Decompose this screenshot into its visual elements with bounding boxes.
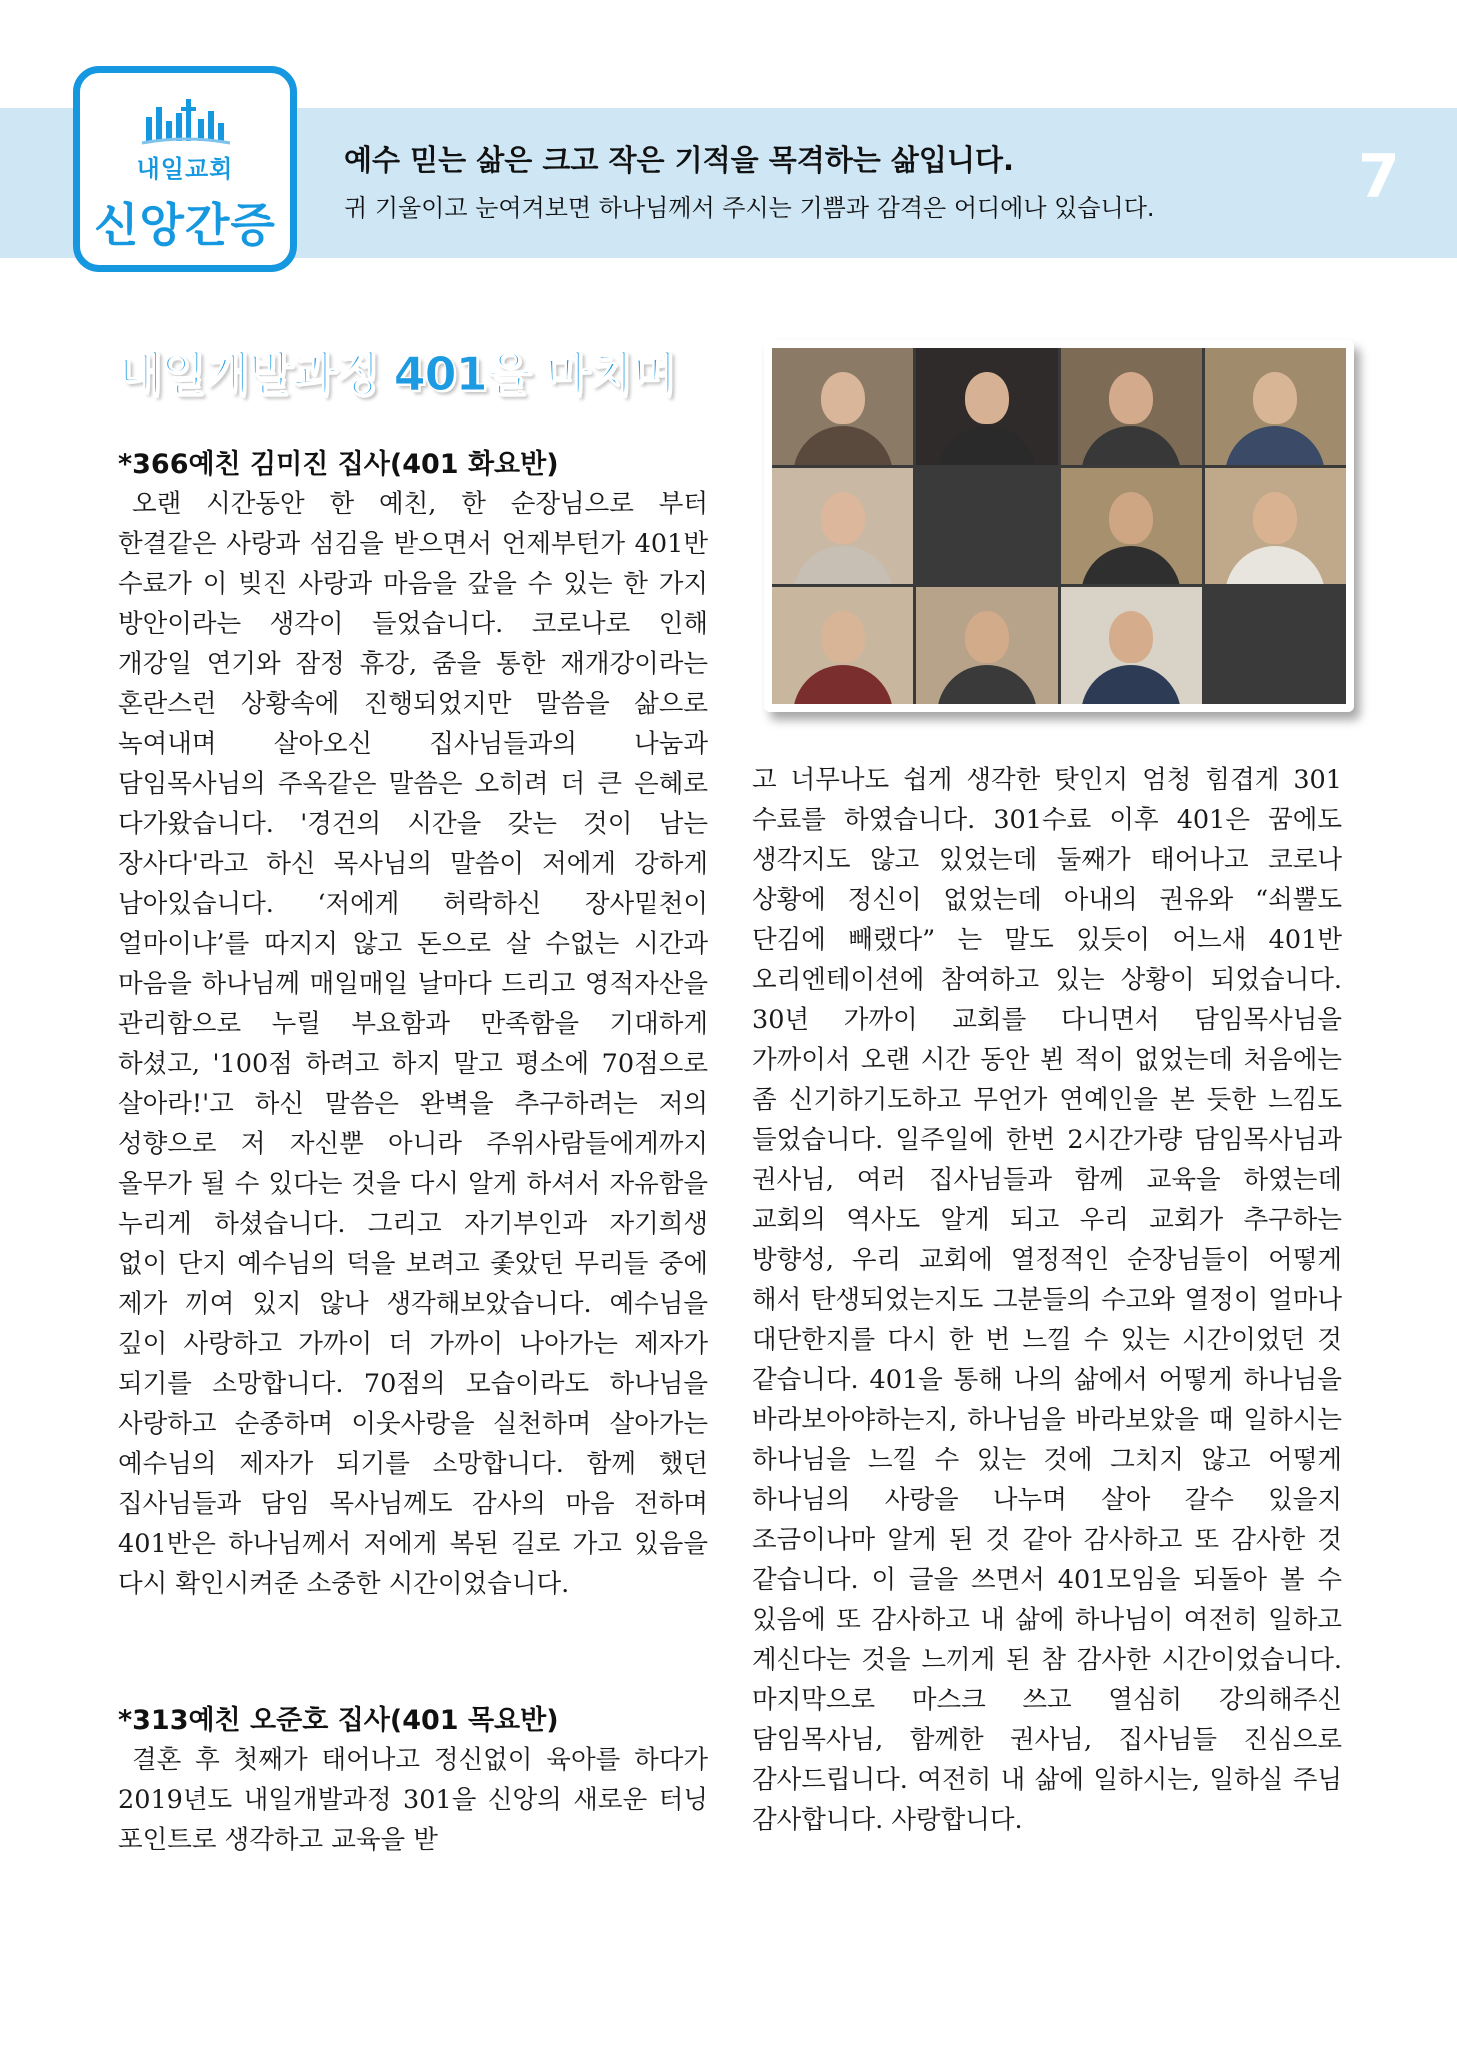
testimony-body-continued: 고 너무나도 쉽게 생각한 탓인지 엄청 힘겹게 301 수료를 하였습니다. 301수료 이후 401은 꿈에도 생각지도 않고 있었는데 둘째가 태어나고 코로나 상황에 정신이 없었는데 아내의 권유와 “쇠뿔도 단김에 빼랬다” 는 말도 있듯이 어느새 401반 오리엔테이션에 참여하고 있는 상황이 되었습니다. 30년 가까이 교회를 다니면서 담임목사님을 가까이서 오랜 시간 동안 뵌 적이 없었는데 처음에는 좀 신기하기도하고 무언가 연예인을 본 듯한 느낌도 들었습니다. 일주일에 한번 2시간가량 담임목사님과 권사님, 여러 집사님들과 함께 교육을 하였는데 교회의 역사도 알게 되고 우리 교회가 추구하는 방향성, 우리 교회에 열정적인 순장님들이 어떻게 해서 탄생되었는지도 그분들의 수고와 열정이 얼마나 대단한지를 다시 한 번 느낄 수 있는 시간이었던 것 같습니다. 401을 통해 나의 삶에서 어떻게 하나님을 바라보아야하는지, 하나님을 바라보았을 때 일하시는 하나님을 느낄 수 있는 것에 그치지 않고 어떻게 하나님의 사랑을 나누며 살아 갈수 있을지 조금이나마 알게 된 것 같아 감사하고 또 감사한 것 같습니다. 이 글을 쓰면서 401모임을 되돌아 볼 수 있음에 또 감사하고 내 삶에 하나님이 여전히 일하고 계신다는 것을 느끼게 된 참 감사한 시간이었습니다. 마지막으로 마스크 쓰고 열심히 강의해주신 담임목사님, 함께한 권사님, 집사님들 진심으로 감사드립니다. 여전히 내 삶에 일하시는, 일하실 주님 감사합니다. 사랑합니다. bbox=[752, 765, 1342, 1835]
video-call-grid bbox=[772, 348, 1346, 704]
zoom-meeting-photo bbox=[764, 340, 1354, 712]
participant-head bbox=[821, 372, 865, 424]
participant-body bbox=[1225, 665, 1325, 704]
video-participant-tile bbox=[1061, 468, 1202, 585]
video-participant-tile bbox=[1061, 348, 1202, 465]
video-participant-tile bbox=[1205, 587, 1346, 704]
church-skyline-icon bbox=[140, 95, 232, 151]
author-heading: *313예친 오준호 집사(401 목요반) bbox=[118, 1705, 559, 1736]
page-number: 7 bbox=[1358, 142, 1400, 212]
video-participant-tile bbox=[1061, 587, 1202, 704]
participant-head bbox=[1253, 492, 1297, 544]
participant-head bbox=[1253, 611, 1297, 663]
video-participant-tile bbox=[1205, 468, 1346, 585]
participant-head bbox=[821, 611, 865, 663]
participant-body bbox=[793, 665, 893, 704]
article-title: 내일개발과정 401을 마치며 bbox=[118, 347, 676, 401]
participant-body bbox=[1225, 426, 1325, 465]
tagline-main: 예수 믿는 삶은 크고 작은 기적을 목격하는 삶입니다. bbox=[344, 143, 1014, 177]
participant-body bbox=[1081, 665, 1181, 704]
video-participant-tile bbox=[772, 587, 913, 704]
video-participant-tile bbox=[772, 348, 913, 465]
church-logo bbox=[73, 66, 297, 272]
participant-head bbox=[965, 492, 1009, 544]
participant-body bbox=[793, 426, 893, 465]
participant-head bbox=[965, 372, 1009, 424]
left-column bbox=[118, 446, 708, 1860]
video-participant-tile bbox=[772, 468, 913, 585]
participant-head bbox=[1253, 372, 1297, 424]
participant-head bbox=[965, 611, 1009, 663]
participant-body bbox=[1225, 546, 1325, 585]
right-column bbox=[752, 760, 1342, 1840]
logo-name: 내일교회 bbox=[136, 155, 234, 183]
video-participant-tile bbox=[916, 468, 1057, 585]
participant-body bbox=[1081, 546, 1181, 585]
video-participant-tile bbox=[916, 348, 1057, 465]
participant-body bbox=[1081, 426, 1181, 465]
testimony-body: 결혼 후 첫째가 태어나고 정신없이 육아를 하다가 2019년도 내일개발과정 301을 신앙의 새로운 터닝 포인트로 생각하고 교육을 받 bbox=[118, 1745, 708, 1855]
tagline-sub: 귀 기울이고 눈여겨보면 하나님께서 주시는 기쁨과 감격은 어디에나 있습니다. bbox=[344, 194, 1155, 222]
participant-head bbox=[1109, 611, 1153, 663]
participant-head bbox=[1109, 492, 1153, 544]
author-heading: *366예친 김미진 집사(401 화요반) bbox=[118, 449, 559, 480]
participant-head bbox=[1109, 372, 1153, 424]
video-participant-tile bbox=[916, 587, 1057, 704]
participant-body bbox=[937, 426, 1037, 465]
participant-body bbox=[937, 546, 1037, 585]
video-participant-tile bbox=[1205, 348, 1346, 465]
participant-head bbox=[821, 492, 865, 544]
participant-body bbox=[937, 665, 1037, 704]
section-title: 신앙간증 bbox=[94, 198, 276, 252]
testimony-body: 오랜 시간동안 한 예친, 한 순장님으로 부터 한결같은 사랑과 섬김을 받으면서 언제부턴가 401반 수료가 이 빚진 사랑과 마음을 갚을 수 있는 한 가지 방안이라는 생각이 들었습니다. 코로나로 인해 개강일 연기와 잠정 휴강, 줌을 통한 재개강이라는 혼란스런 상황속에 진행되었지만 말씀을 삶으로 녹여내며 살아오신 집사님들과의 나눔과 담임목사님의 주옥같은 말씀은 오히려 더 큰 은혜로 다가왔습니다. '경건의 시간을 갖는 것이 남는 장사다'라고 하신 목사님의 말씀이 저에게 강하게 남아있습니다. ‘저에게 허락하신 장사밑천이 얼마이냐’를 따지지 않고 돈으로 살 수없는 시간과 마음을 하나님께 매일매일 날마다 드리고 영적자산을 관리함으로 누릴 부요함과 만족함을 기대하게 하셨고, '100점 하려고 하지 말고 평소에 70점으로 살아라!'고 하신 말씀은 완벽을 추구하려는 저의 성향으로 저 자신뿐 아니라 주위사람들에게까지 올무가 될 수 있다는 것을 다시 알게 하셔서 자유함을 누리게 하셨습니다. 그리고 자기부인과 자기희생 없이 단지 예수님의 덕을 보려고 좇았던 무리들 중에 제가 끼여 있지 않나 생각해보았습니다. 예수님을 깊이 사랑하고 가까이 더 가까이 나아가는 제자가 되기를 소망합니다. 70점의 모습이라도 하나님을 사랑하고 순종하며 이웃사랑을 실천하며 살아가는 예수님의 제자가 되기를 소망합니다. 함께 했던 집사님들과 담임 목사님께도 감사의 마음 전하며 401반은 하나님께서 저에게 복된 길로 가고 있음을 다시 확인시켜준 소중한 시간이었습니다. bbox=[118, 489, 708, 1599]
participant-body bbox=[793, 546, 893, 585]
